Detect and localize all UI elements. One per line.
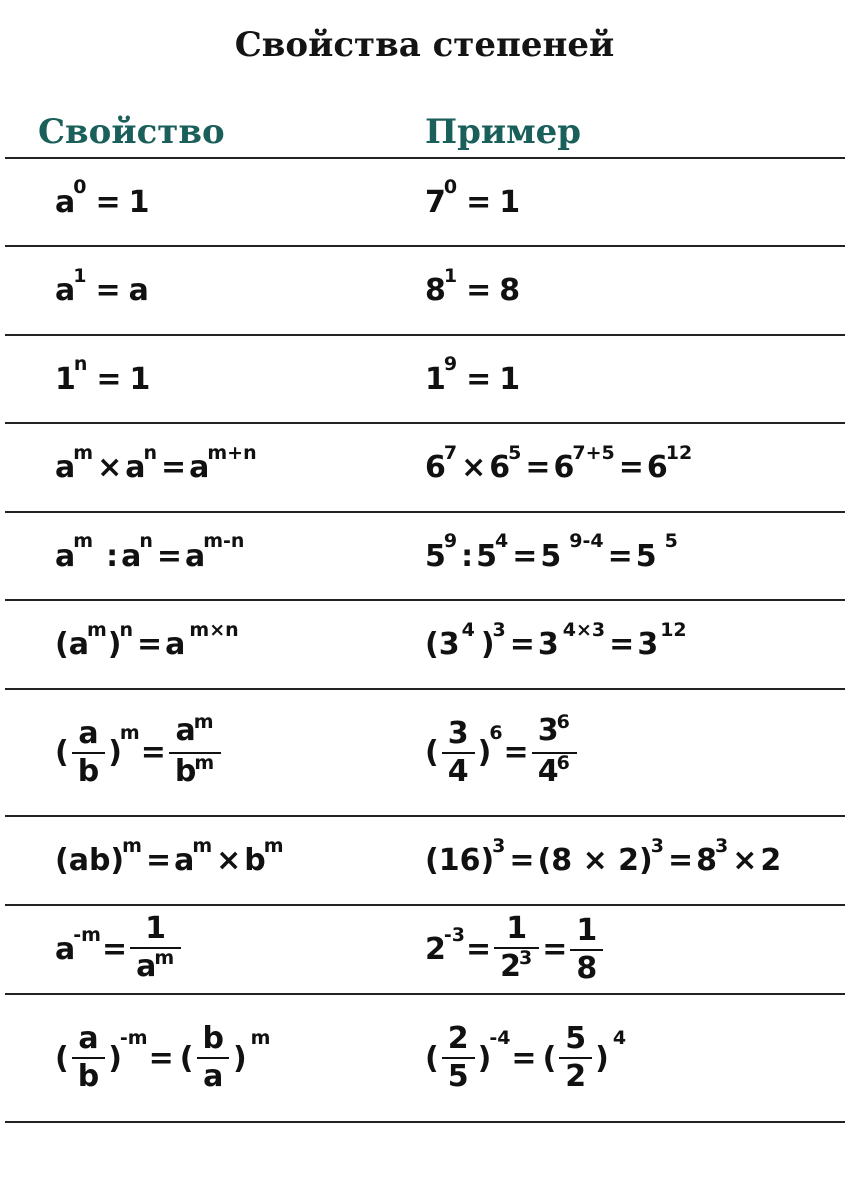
base: a xyxy=(184,538,206,574)
fraction xyxy=(494,911,539,988)
property-formula xyxy=(55,995,271,1121)
exponent: 5 xyxy=(664,530,678,552)
exponent: 4 xyxy=(494,530,509,552)
example-formula xyxy=(425,601,688,688)
numerator: 2 xyxy=(447,1021,469,1056)
exponent: 12 xyxy=(660,618,687,641)
left-paren: ( xyxy=(425,1040,439,1076)
base: 7 xyxy=(425,184,446,220)
equals-sign: = xyxy=(137,627,163,662)
exponent: m xyxy=(86,618,107,641)
table-row xyxy=(0,513,849,599)
exponent: 1 xyxy=(443,264,458,287)
equals-sign: = xyxy=(512,538,538,574)
equals-sign: = xyxy=(618,450,644,485)
equals-sign: = xyxy=(96,361,122,397)
exponent: 3 xyxy=(650,834,664,857)
exponent: 0 xyxy=(443,176,458,198)
exponent: n xyxy=(143,441,157,464)
divider xyxy=(5,1121,845,1123)
exponent: 6 xyxy=(556,751,570,774)
table-row xyxy=(0,690,849,815)
equals-sign: = xyxy=(607,538,633,574)
property-formula xyxy=(55,424,258,511)
property-formula xyxy=(55,513,245,599)
property-formula xyxy=(55,336,150,422)
base: a xyxy=(175,712,196,748)
property-formula xyxy=(55,690,224,815)
base: (16) xyxy=(425,843,495,878)
table-row xyxy=(0,424,849,511)
example-formula xyxy=(425,995,627,1121)
result: 1 xyxy=(128,184,150,220)
fraction xyxy=(442,716,475,790)
left-paren: ( xyxy=(425,627,439,662)
left-paren: ( xyxy=(425,735,439,770)
exponent: n xyxy=(119,618,134,641)
right-paren: ) xyxy=(595,1040,609,1076)
base: 1 xyxy=(425,361,446,397)
exponent: -m xyxy=(73,923,101,946)
base: a xyxy=(55,184,76,220)
equals-sign: = xyxy=(465,932,492,967)
fraction xyxy=(196,1021,229,1095)
denominator: a xyxy=(197,1057,229,1095)
exponent: 4 xyxy=(612,1027,627,1049)
equals-sign: = xyxy=(466,273,492,308)
exponent: -m xyxy=(119,1027,148,1049)
fraction xyxy=(442,1021,475,1095)
base: a xyxy=(136,949,157,984)
exponent: m xyxy=(250,1027,271,1049)
equals-sign: = xyxy=(140,735,166,770)
multiply-sign: × xyxy=(97,450,123,485)
exponent: 3 xyxy=(492,834,506,857)
base: (ab) xyxy=(55,843,125,878)
right-paren: ) xyxy=(477,735,492,770)
example-formula xyxy=(425,336,520,422)
exponent: 6 xyxy=(556,710,570,733)
base: 6 xyxy=(489,450,511,485)
base: 3 xyxy=(537,627,559,662)
equals-sign: = xyxy=(466,184,492,220)
exponent: 12 xyxy=(665,441,693,464)
numerator: a xyxy=(78,715,99,751)
numerator: 1 xyxy=(145,911,167,946)
exponent: m xyxy=(122,834,142,857)
denominator: 2 xyxy=(559,1057,592,1095)
exponent: m xyxy=(194,751,215,774)
base: 5 xyxy=(476,538,497,574)
fraction xyxy=(130,911,181,988)
exponent: m xyxy=(154,947,175,969)
fraction xyxy=(532,710,577,793)
base: 5 xyxy=(635,538,657,574)
numerator: 1 xyxy=(576,912,598,948)
base: 3 xyxy=(637,627,659,662)
result: 1 xyxy=(129,361,151,397)
denominator xyxy=(494,947,539,988)
multiply-sign: × xyxy=(461,450,487,485)
exponent: 0 xyxy=(73,176,87,198)
result: 1 xyxy=(499,184,521,220)
numerator: 5 xyxy=(565,1021,587,1056)
base: a xyxy=(68,627,89,662)
base: 3 xyxy=(438,627,460,662)
example-formula xyxy=(425,247,520,334)
base: 1 xyxy=(55,361,76,397)
base: 8 xyxy=(425,273,446,308)
example-formula xyxy=(425,690,580,815)
base: 5 xyxy=(540,538,562,574)
exponent: m+n xyxy=(207,441,257,464)
base: b xyxy=(174,753,197,789)
exponent: 6 xyxy=(489,721,503,744)
exponent: m-n xyxy=(203,530,245,552)
equals-sign: = xyxy=(101,932,128,967)
base: a xyxy=(55,932,76,967)
equals-sign: = xyxy=(145,843,172,878)
equals-sign: = xyxy=(503,735,529,770)
base: a xyxy=(55,538,76,574)
column-header-example: Пример xyxy=(425,112,582,152)
exponent: 9-4 xyxy=(569,530,604,552)
base: 2 xyxy=(425,932,446,967)
right-paren: ) xyxy=(107,627,122,662)
example-formula xyxy=(425,424,693,511)
numerator: 3 xyxy=(447,715,469,751)
fraction xyxy=(169,710,221,793)
base: 6 xyxy=(425,450,446,485)
right-paren: ) xyxy=(480,627,495,662)
base: a xyxy=(165,627,186,662)
base: a xyxy=(55,450,76,485)
example-formula xyxy=(425,159,520,245)
equals-sign: = xyxy=(509,843,535,878)
fraction xyxy=(72,716,105,790)
base: a xyxy=(125,450,146,485)
base: a xyxy=(55,273,76,308)
base: 2 xyxy=(500,949,521,984)
left-paren: ( xyxy=(55,1040,69,1076)
right-paren: ) xyxy=(477,1040,492,1076)
base: 6 xyxy=(646,450,668,485)
base: 5 xyxy=(425,538,446,574)
equals-sign: = xyxy=(160,450,187,485)
exponent: 9 xyxy=(443,353,458,375)
divide-sign: : xyxy=(106,538,119,574)
numerator: a xyxy=(78,1021,99,1056)
table-row xyxy=(0,817,849,904)
denominator: b xyxy=(72,1057,105,1095)
result: 1 xyxy=(499,361,521,397)
numerator xyxy=(169,710,220,752)
property-formula xyxy=(55,601,240,688)
exponent: 7+5 xyxy=(572,441,615,464)
exponent: m xyxy=(263,834,284,857)
exponent: 5 xyxy=(508,441,522,464)
exponent: 3 xyxy=(715,834,729,857)
fraction xyxy=(559,1021,592,1095)
base: 8 xyxy=(696,843,717,878)
property-formula xyxy=(55,906,184,993)
denominator: b xyxy=(72,752,105,790)
property-formula xyxy=(55,817,285,904)
numerator xyxy=(532,710,577,752)
column-header-property: Свойство xyxy=(38,112,225,152)
fraction xyxy=(72,1021,105,1095)
exponent: 4 xyxy=(461,618,475,641)
equals-sign: = xyxy=(156,538,182,574)
table-row xyxy=(0,336,849,422)
base: a xyxy=(121,538,142,574)
base: 4 xyxy=(537,753,559,789)
property-formula xyxy=(55,247,149,334)
table-row xyxy=(0,995,849,1121)
table-row xyxy=(0,906,849,993)
right-paren: ) xyxy=(232,1040,247,1076)
numerator: 1 xyxy=(506,911,528,946)
equals-sign: = xyxy=(542,932,568,967)
exponent: -4 xyxy=(489,1027,511,1049)
exponent: 7 xyxy=(443,441,458,464)
numerator: b xyxy=(202,1021,224,1056)
exponent: 4×3 xyxy=(562,618,606,641)
equals-sign: = xyxy=(95,184,121,220)
equals-sign: = xyxy=(667,843,694,878)
right-paren: ) xyxy=(108,735,122,770)
exponent: m xyxy=(73,441,94,464)
denominator: 8 xyxy=(570,949,603,987)
base: (8 × 2) xyxy=(537,843,653,878)
denominator xyxy=(130,947,181,988)
equals-sign: = xyxy=(95,273,121,308)
exponent: m xyxy=(193,710,214,733)
equals-sign: = xyxy=(511,1040,537,1076)
equals-sign: = xyxy=(525,450,551,485)
left-paren: ( xyxy=(55,627,69,662)
base: a xyxy=(174,843,195,878)
example-formula xyxy=(425,906,606,993)
left-paren: ( xyxy=(179,1040,194,1076)
example-formula xyxy=(425,817,781,904)
multiply-sign: × xyxy=(732,843,758,878)
exponent: n xyxy=(139,530,153,552)
exponent: m xyxy=(192,834,213,857)
result: 8 xyxy=(499,273,521,308)
table-row xyxy=(0,601,849,688)
exponent: -3 xyxy=(443,923,465,946)
left-paren: ( xyxy=(55,735,69,770)
exponent: 3 xyxy=(519,947,533,969)
exponent: 1 xyxy=(73,264,87,287)
base: 3 xyxy=(537,712,559,748)
page-title: Свойства степеней xyxy=(234,25,615,65)
divide-sign: : xyxy=(461,538,474,574)
table-row xyxy=(0,159,849,245)
denominator: 4 xyxy=(442,752,475,790)
base: a xyxy=(189,450,210,485)
equals-sign: = xyxy=(148,1040,174,1076)
right-paren: ) xyxy=(108,1040,122,1076)
table-row xyxy=(0,247,849,334)
denominator xyxy=(532,752,577,793)
exponent: m×n xyxy=(189,618,239,641)
base: 2 xyxy=(760,843,782,878)
exponent: n xyxy=(73,353,88,375)
equals-sign: = xyxy=(609,627,635,662)
equals-sign: = xyxy=(466,361,492,397)
denominator: 5 xyxy=(442,1057,475,1095)
exponent: m xyxy=(119,721,140,744)
left-paren: ( xyxy=(542,1040,557,1076)
denominator xyxy=(169,752,221,793)
property-formula xyxy=(55,159,150,245)
base: b xyxy=(244,843,266,878)
exponent: 9 xyxy=(443,530,458,552)
base: 6 xyxy=(553,450,575,485)
exponent: m xyxy=(73,530,94,552)
exponent: 3 xyxy=(492,618,506,641)
fraction xyxy=(570,913,603,987)
equals-sign: = xyxy=(509,627,535,662)
multiply-sign: × xyxy=(216,843,242,878)
result: a xyxy=(128,273,149,308)
example-formula xyxy=(425,513,679,599)
